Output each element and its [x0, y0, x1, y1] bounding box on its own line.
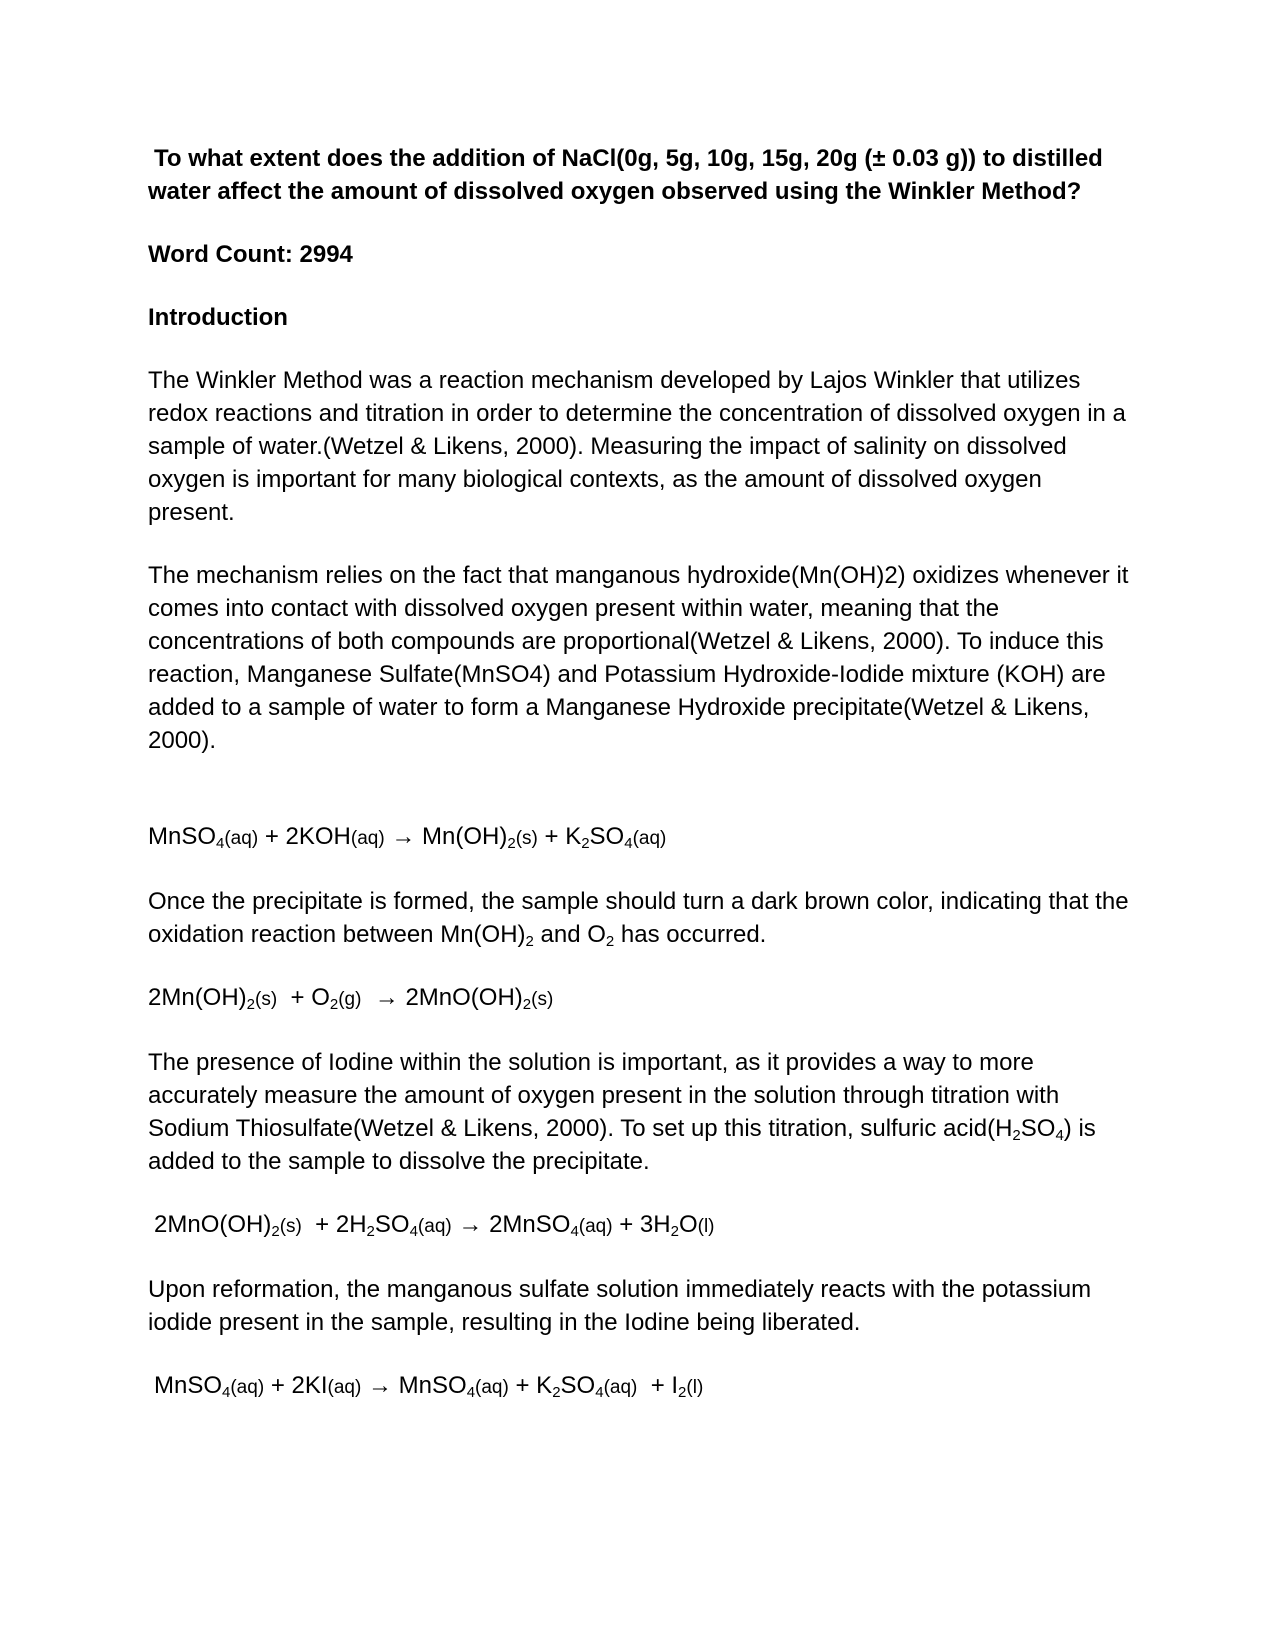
paragraph-precipitate: Once the precipitate is formed, the sample should turn a dark brown color, indicating that the oxidation reaction between $Mn(OH)_2$ and $O_2$ has occurred. [148, 888, 1129, 950]
equation-3: $2MnO(OH)_2(s) + 2H_2SO_4(aq)$ → 2MnSO$_4$(aq) + $3H_2O(l)$ [154, 1211, 715, 1240]
paragraph-winkler-method: The Winkler Method was a reaction mechanism developed by Lajos Winkler that utilizes redox reactions and titration in order to determine the concentration of dissolved oxygen in a sample of water.(Wetzel & Likens, 2000). Measuring the impact of salinity on dissolved oxygen is important for many biological contexts, as the amount of dissolved oxygen present. [148, 367, 1126, 526]
introduction-heading: Introduction [148, 304, 288, 331]
paragraph-iodine: The presence of Iodine within the solution is important, as it provides a way to more accurately measure the amount of oxygen present in the solution through titration with Sodium Thiosulfate(Wetzel & Likens, 2000). To set up this titration, sulfuric $acid(H_2SO_4)$ is added to the sample to dissolve the precipitate. [148, 1049, 1096, 1175]
equation-1: MnSO$_4$(aq) + $2KOH(aq) \to Mn(OH)_2(s) + K_2SO_4(aq)$ [148, 823, 667, 852]
equation-2: $2Mn(OH)_2(s) + O_2(g) \to 2MnO(OH)_2(s)$ [148, 984, 554, 1013]
paragraph-mechanism: The mechanism relies on the fact that manganous hydroxide(Mn(OH)2) oxidizes whenever it comes into contact with dissolved oxygen present within water, meaning that the concentrations of both compounds are proportional(Wetzel & Likens, 2000). To induce this reaction, Manganese Sulfate(MnSO4) and Potassium Hydroxide-Iodide mixture (KOH) are added to a sample of water to form a Manganese Hydroxide precipitate(Wetzel & Likens, 2000). [148, 562, 1129, 754]
paragraph-reformation: Upon reformation, the manganous sulfate solution immediately reacts with the potassium iodide present in the sample, resulting in the Iodine being liberated. [148, 1276, 1092, 1336]
document-title [148, 142, 1133, 208]
document-page [148, 142, 1133, 1404]
word-count: Word Count: 2994 [148, 241, 353, 268]
equation-4: MnSO$_4$(aq) + 2KI(aq) → MnSO$_4$(aq) + $K_2SO_4(aq) + I_2(l)$ [154, 1372, 704, 1401]
title-text: To what extent does the addition of NaCl(0g, 5g, 10g, 15g, 20g (± 0.03 g)) to distilled water affect the amount of dissolved oxygen observed using the Winkler Method? [148, 145, 1103, 205]
